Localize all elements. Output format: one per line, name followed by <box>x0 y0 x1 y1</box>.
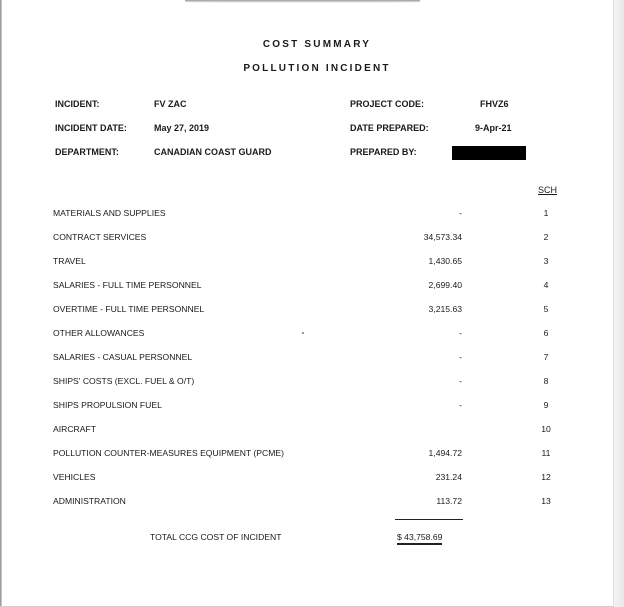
cost-row-amount: 1,494.72 <box>428 448 462 458</box>
department-label: DEPARTMENT: <box>55 147 119 157</box>
incident-label: INCIDENT: <box>55 99 100 109</box>
cost-row-sch: 10 <box>541 424 551 434</box>
total-amount: $ 43,758.69 <box>397 532 442 545</box>
cost-row-amount: - <box>459 400 462 410</box>
cost-row-label: ADMINISTRATION <box>53 496 126 506</box>
prepared-by-label: PREPARED BY: <box>350 147 417 157</box>
cost-row-sch: 9 <box>543 400 549 410</box>
cost-row-sch: 13 <box>541 496 551 506</box>
scan-speck <box>302 332 304 334</box>
cost-row-sch: 7 <box>543 352 549 362</box>
cost-row-amount: - <box>459 376 462 386</box>
page-edge-right-shade <box>614 0 624 607</box>
date-prepared-value: 9-Apr-21 <box>475 123 512 133</box>
cost-row-amount: 34,573.34 <box>423 232 462 242</box>
cost-row-label: TRAVEL <box>53 256 86 266</box>
department-value: CANADIAN COAST GUARD <box>154 147 272 157</box>
incident-value: FV ZAC <box>154 99 187 109</box>
redaction-bar <box>452 146 526 160</box>
cost-row-amount: 2,699.40 <box>428 280 462 290</box>
page-edge-left <box>0 0 2 607</box>
cost-row-sch: 4 <box>543 280 549 290</box>
total-label: TOTAL CCG COST OF INCIDENT <box>150 532 282 542</box>
cost-row-label: VEHICLES <box>53 472 96 482</box>
cost-row-amount: 1,430.65 <box>428 256 462 266</box>
cost-row-label: SHIPS PROPULSION FUEL <box>53 400 162 410</box>
cost-row-amount: - <box>459 352 462 362</box>
cost-row-amount: - <box>459 328 462 338</box>
cost-row-label: POLLUTION COUNTER-MEASURES EQUIPMENT (PCME) <box>53 448 284 458</box>
cost-row-label: MATERIALS AND SUPPLIES <box>53 208 166 218</box>
sch-column-header: SCH <box>538 185 558 195</box>
cost-row-label: OVERTIME - FULL TIME PERSONNEL <box>53 304 205 314</box>
cost-row-amount: 231.24 <box>435 472 462 482</box>
project-code-value: FHVZ6 <box>480 99 509 109</box>
cost-row-sch: 11 <box>541 448 551 458</box>
subtotal-rule <box>395 519 463 520</box>
incident-date-label: INCIDENT DATE: <box>55 123 127 133</box>
incident-date-value: May 27, 2019 <box>154 123 210 133</box>
cost-row-sch: 6 <box>543 328 549 338</box>
cost-row-label: SHIPS' COSTS (EXCL. FUEL & O/T) <box>53 376 195 386</box>
cost-row-amount: 113.72 <box>436 496 462 506</box>
project-code-label: PROJECT CODE: <box>350 99 425 109</box>
cost-row-sch: 12 <box>541 472 551 482</box>
cost-row-label: SALARIES - FULL TIME PERSONNEL <box>53 280 202 290</box>
cost-row-amount: 3,215.63 <box>428 304 462 314</box>
cost-row-sch: 3 <box>543 256 549 266</box>
cost-row-sch: 8 <box>543 376 549 386</box>
scan-artifact <box>185 0 420 3</box>
cost-row-amount: - <box>459 208 462 218</box>
page-edge-right <box>613 0 614 607</box>
cost-row-label: AIRCRAFT <box>53 424 96 434</box>
document-title: COST SUMMARY <box>262 39 372 50</box>
cost-row-label: CONTRACT SERVICES <box>53 232 147 242</box>
cost-row-sch: 2 <box>543 232 549 242</box>
cost-row-sch: 1 <box>543 208 549 218</box>
document-subtitle: POLLUTION INCIDENT <box>243 63 391 74</box>
cost-row-sch: 5 <box>543 304 549 314</box>
cost-row-label: SALARIES - CASUAL PERSONNEL <box>53 352 193 362</box>
cost-row-label: OTHER ALLOWANCES <box>53 328 145 338</box>
date-prepared-label: DATE PREPARED: <box>350 123 429 133</box>
